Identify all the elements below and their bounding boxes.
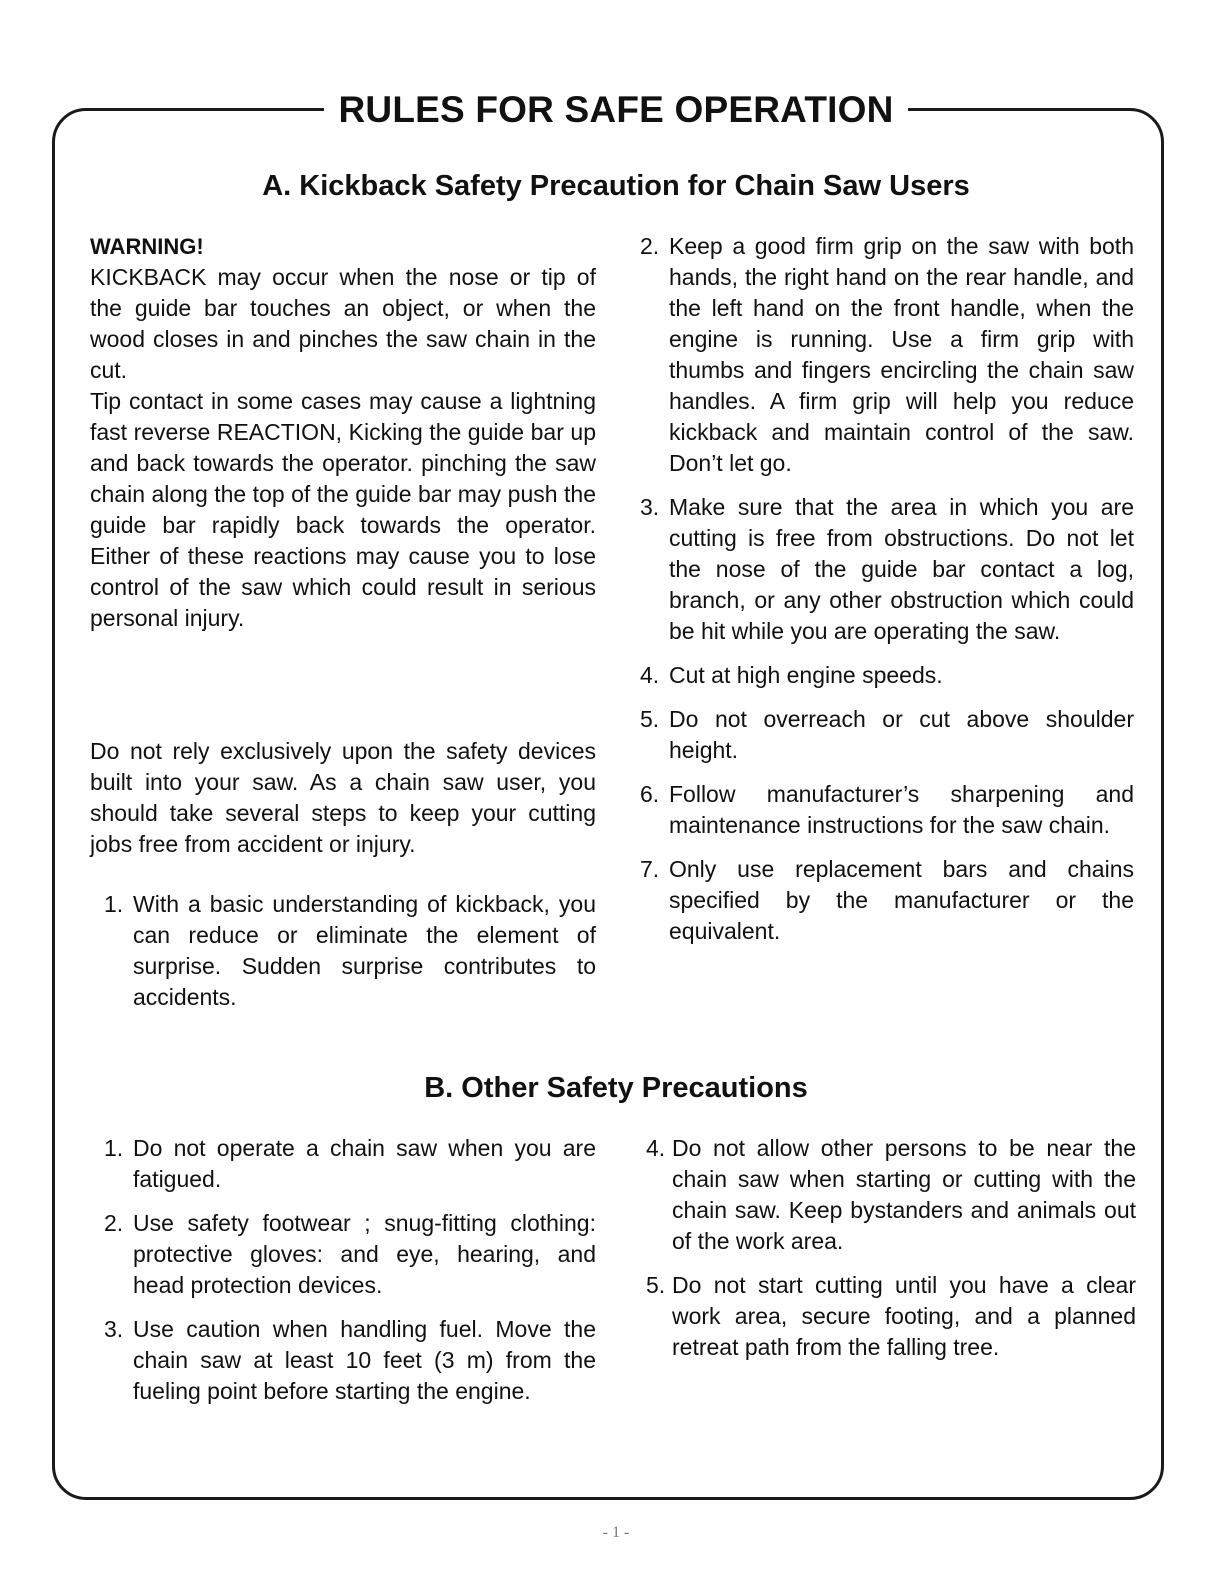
list-item-number: 5. <box>646 1272 666 1298</box>
list-item <box>640 660 1134 691</box>
list-item <box>640 231 1134 479</box>
page-number: - 1 - <box>602 1524 630 1541</box>
list-item <box>640 854 1134 947</box>
list-item <box>104 889 596 1013</box>
list-item-text: Do not start cutting until you have a clear work area, secure footing, and a planned retreat path from the falling tree. <box>672 1272 1136 1360</box>
list-item-number: 6. <box>640 781 660 807</box>
list-item <box>640 779 1134 841</box>
section-b-right-column <box>646 1133 1136 1363</box>
list-item <box>104 1314 596 1407</box>
list-item-text: Use caution when handling fuel. Move the chain saw at least 10 feet (3 m) from the fueling point before starting the engine. <box>133 1316 596 1404</box>
list-item <box>646 1133 1136 1257</box>
section-b-left-column <box>104 1133 596 1407</box>
warning-paragraph-2: Tip contact in some cases may cause a lightning fast reverse REACTION, Kicking the guide bar up and back towards the operator. pinching the saw chain along the top of the guide bar may push the guide bar rapidly back towards the operator. Either of these reactions may cause you to lose control of the saw which could result in serious personal injury. <box>90 388 596 631</box>
list-item-text: Cut at high engine speeds. <box>669 662 943 688</box>
warning-paragraph-1: KICKBACK may occur when the nose or tip of the guide bar touches an object, or when the wood closes in and pinches the saw chain in the cut. <box>90 264 596 383</box>
safety-intro-paragraph: Do not rely exclusively upon the safety devices built into your saw. As a chain saw user, you should take several steps to keep your cutting jobs free from accident or injury. <box>90 738 596 857</box>
section-a-heading: A. Kickback Safety Precaution for Chain Saw Users <box>262 170 970 202</box>
list-item-number: 5. <box>640 706 660 732</box>
section-a-item-1 <box>104 889 596 1013</box>
list-item <box>646 1270 1136 1363</box>
list-item-number: 1. <box>104 891 124 917</box>
list-item-number: 3. <box>104 1316 124 1342</box>
section-a-right-column <box>640 231 1134 947</box>
list-item-text: Make sure that the area in which you are cutting is free from obstructions. Do not let the nose of the guide bar contact a log, branch, or any other obstruction which could be hit while you are operating the saw. <box>669 494 1134 644</box>
list-item-text: Use safety footwear ; snug-fitting clothing: protective gloves: and eye, hearing, and head protection devices. <box>133 1210 596 1298</box>
list-item-number: 2. <box>640 233 660 259</box>
list-item-text: Only use replacement bars and chains specified by the manufacturer or the equivalent. <box>669 856 1134 944</box>
section-a-left-column <box>90 232 596 634</box>
list-item-text: Keep a good firm grip on the saw with both hands, the right hand on the rear handle, and the left hand on the front handle, when the engine is running. Use a firm grip with thumbs and fingers encircling the chain saw handles. A firm grip will help you reduce kickback and maintain control of the saw. Don’t let go. <box>669 233 1134 476</box>
section-b-heading: B. Other Safety Precautions <box>424 1072 808 1104</box>
warning-label: WARNING! <box>90 234 204 259</box>
list-item-text: With a basic understanding of kickback, you can reduce or eliminate the element of surprise. Sudden surprise contributes to accidents. <box>133 891 596 1010</box>
list-item-text: Do not allow other persons to be near the chain saw when starting or cutting with the chain saw. Keep bystanders and animals out of the work area. <box>672 1135 1136 1254</box>
list-item-number: 4. <box>646 1135 666 1161</box>
list-item <box>640 704 1134 766</box>
page-title: RULES FOR SAFE OPERATION <box>324 86 907 134</box>
section-a-intro-block <box>90 736 596 860</box>
list-item-text: Do not overreach or cut above shoulder height. <box>669 706 1134 763</box>
list-item-text: Do not operate a chain saw when you are fatigued. <box>133 1135 596 1192</box>
list-item-number: 2. <box>104 1210 124 1236</box>
list-item-number: 7. <box>640 856 660 882</box>
list-item-number: 1. <box>104 1135 124 1161</box>
list-item <box>104 1208 596 1301</box>
list-item-text: Follow manufacturer’s sharpening and maintenance instructions for the saw chain. <box>669 781 1134 838</box>
list-item-number: 4. <box>640 662 660 688</box>
list-item <box>640 492 1134 647</box>
list-item-number: 3. <box>640 494 660 520</box>
list-item <box>104 1133 596 1195</box>
